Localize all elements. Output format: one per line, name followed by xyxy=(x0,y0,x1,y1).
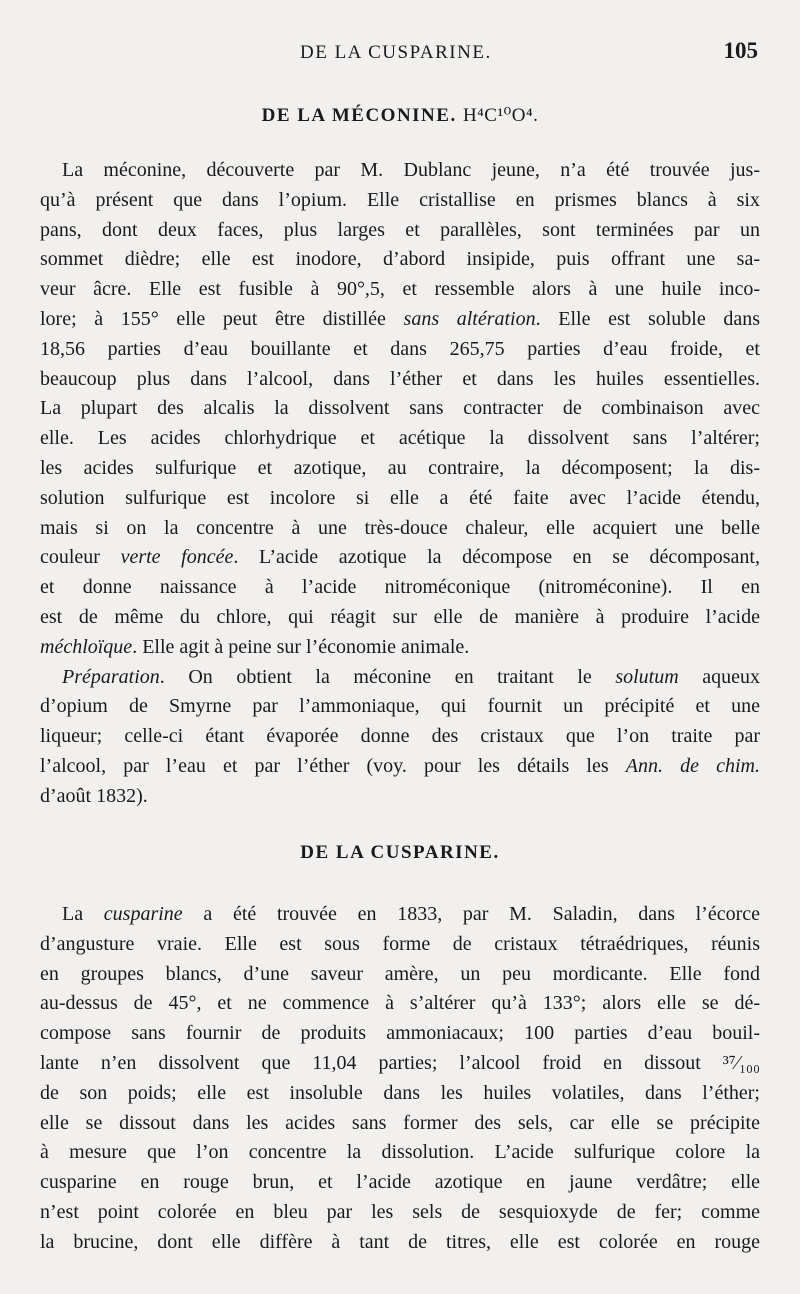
text-line: de son poids; elle est insoluble dans les huiles volatiles, dans l’éther; xyxy=(40,1081,760,1104)
text-line: méchloïque. Elle agit à peine sur l’économie animale. xyxy=(40,635,470,658)
text-line: La cusparine a été trouvée en 1833, par M. Saladin, dans l’écorce xyxy=(62,903,760,925)
text-line: lante n’en dissolvent que 11,04 parties; l’alcool froid en dissout ³⁷⁄₁₀₀ xyxy=(40,1051,760,1074)
text-line: mais si on la concentre à une très-douce chaleur, elle acquiert une belle xyxy=(40,516,760,539)
text-line: d’angusture vraie. Elle est sous forme de cristaux tétraédriques, réunis xyxy=(40,932,760,955)
paragraph-cusparine xyxy=(40,900,760,1258)
section-heading-text: DE LA CUSPARINE. xyxy=(300,842,500,863)
text-line: l’alcool, par l’eau et par l’éther (voy. pour les détails les Ann. de chim. xyxy=(40,754,760,777)
text-line: lore; à 155° elle peut être distillée sans altération. Elle est soluble dans xyxy=(40,307,760,330)
page-number: 105 xyxy=(723,38,758,63)
text-line: sommet dièdre; elle est inodore, d’abord insipide, puis offrant une sa- xyxy=(40,248,760,271)
text-line: solution sulfurique est incolore si elle a été faite avec l’acide étendu, xyxy=(40,486,760,509)
text-line: les acides sulfurique et azotique, au contraire, la décomposent; la dis- xyxy=(40,456,760,479)
text-line: en groupes blancs, d’une saveur amère, un peu mordicante. Elle fond xyxy=(40,962,760,985)
text-line: d’opium de Smyrne par l’ammoniaque, qui fournit un précipité et une xyxy=(40,695,760,718)
text-line: compose sans fournir de produits ammoniacaux; 100 parties d’eau bouil- xyxy=(40,1022,760,1045)
text-line: et donne naissance à l’acide nitroméconique (nitroméconine). Il en xyxy=(40,576,760,599)
section-heading-cusparine xyxy=(0,842,800,864)
text-line: elle. Les acides chlorhydrique et acétique la dissolvent sans l’altérer; xyxy=(40,427,760,450)
text-line: liqueur; celle-ci étant évaporée donne des cristaux que l’on traite par xyxy=(40,725,760,748)
text-line: la brucine, dont elle diffère à tant de titres, elle est colorée en rouge xyxy=(40,1230,760,1253)
text-line: n’est point colorée en bleu par les sels de sesquioxyde de fer; comme xyxy=(40,1200,760,1223)
paragraph-meconine xyxy=(40,156,760,812)
text-line: qu’à présent que dans l’opium. Elle cristallise en prismes blancs à six xyxy=(40,188,760,211)
text-line: beaucoup plus dans l’alcool, dans l’éther et dans les huiles essentielles. xyxy=(40,367,760,390)
running-head xyxy=(0,38,800,68)
chemical-formula: H⁴C¹⁰O⁴. xyxy=(462,105,539,126)
text-line: elle se dissout dans les acides sans former des sels, car elle se précipite xyxy=(40,1111,760,1134)
section-heading-text: DE LA MÉCONINE. xyxy=(261,105,457,126)
running-head-title: DE LA CUSPARINE. xyxy=(300,42,492,63)
text-line: à mesure que l’on concentre la dissolution. L’acide sulfurique colore la xyxy=(40,1141,760,1164)
text-line: cusparine en rouge brun, et l’acide azotique en jaune verdâtre; elle xyxy=(40,1171,760,1194)
text-line: au-dessus de 45°, et ne commence à s’altérer qu’à 133°; alors elle se dé- xyxy=(40,992,760,1015)
text-line: Préparation. On obtient la méconine en traitant le solutum aqueux xyxy=(62,665,760,688)
section-heading-meconine xyxy=(0,104,800,127)
text-line: La méconine, découverte par M. Dublanc jeune, n’a été trouvée jus- xyxy=(62,159,760,181)
text-line: couleur verte foncée. L’acide azotique la décompose en se décomposant, xyxy=(40,546,760,569)
text-line: veur âcre. Elle est fusible à 90°,5, et ressemble alors à une huile inco- xyxy=(40,278,760,301)
text-line: est de même du chlore, qui réagit sur elle de manière à produire l’acide xyxy=(40,605,760,628)
text-line: d’août 1832). xyxy=(40,784,148,807)
text-line: pans, dont deux faces, plus larges et parallèles, sont terminées par un xyxy=(40,218,760,241)
text-line: La plupart des alcalis la dissolvent sans contracter de combinaison avec xyxy=(40,397,760,420)
text-line: 18,56 parties d’eau bouillante et dans 265,75 parties d’eau froide, et xyxy=(40,337,760,360)
